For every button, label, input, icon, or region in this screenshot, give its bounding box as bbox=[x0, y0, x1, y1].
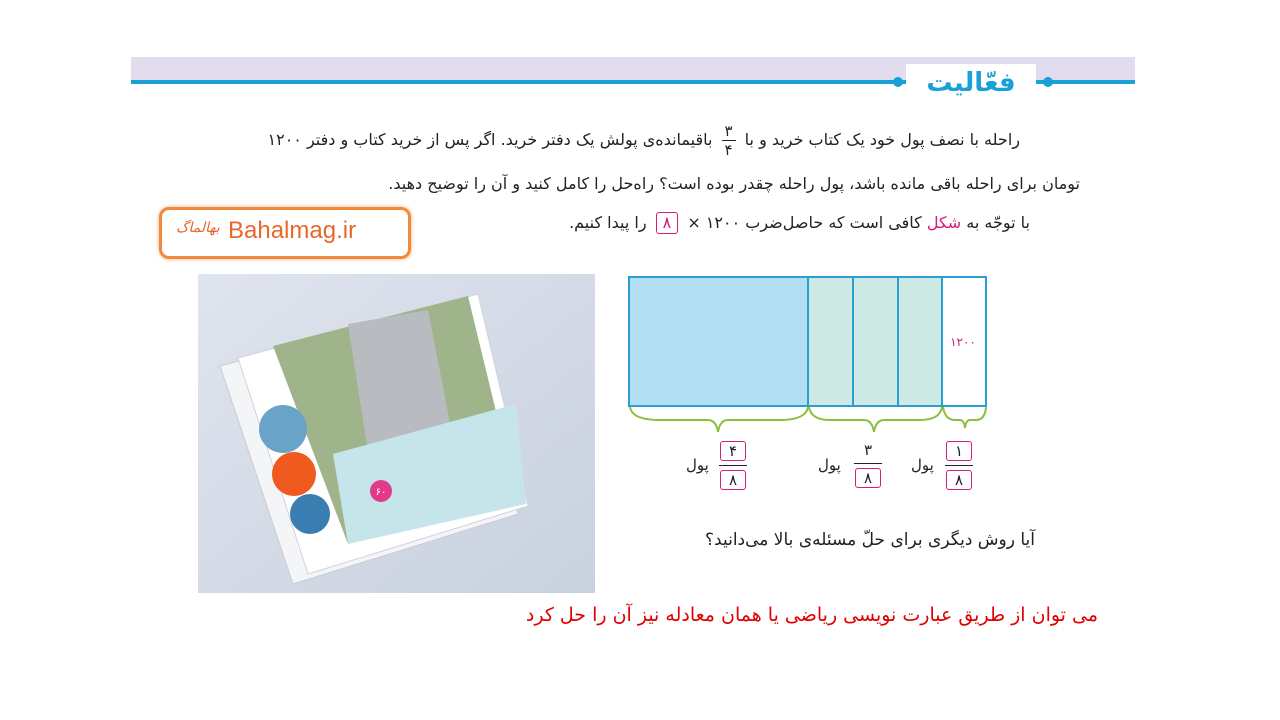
label-3-den: ۸ bbox=[946, 470, 972, 490]
book-photo bbox=[198, 274, 595, 593]
answer-text: می توان از طریق عبارت نویسی ریاضی یا همان معادله نیز آن را حل کرد bbox=[525, 604, 1098, 626]
label-fraction-3 bbox=[945, 441, 973, 490]
fraction-three-quarters bbox=[722, 124, 736, 157]
brace-three-eighths bbox=[809, 407, 942, 432]
eighth-block-2 bbox=[853, 277, 898, 406]
problem-line-3 bbox=[569, 212, 1030, 234]
logo-sub: بهالماگ bbox=[176, 220, 220, 236]
label-unit-1: پول bbox=[686, 456, 709, 474]
eighth-block-1 bbox=[808, 277, 853, 406]
label-unit-2: پول bbox=[818, 456, 841, 474]
brace-half bbox=[630, 407, 808, 432]
brace-one-eighth bbox=[943, 407, 986, 428]
line3-highlight: شکل bbox=[926, 213, 962, 232]
label-2-num: ۳ bbox=[863, 441, 873, 459]
fraction-denominator: ۴ bbox=[724, 141, 733, 159]
problem-line-2: تومان برای راحله باقی مانده باشد، پول راحله چقدر بوده است؟ راه‌حل را کامل کنید و آن را توضیح دهید. bbox=[388, 174, 1080, 193]
line3-box: ۸ bbox=[656, 212, 679, 234]
eighth-block-3 bbox=[898, 277, 942, 406]
label-fraction-2 bbox=[854, 441, 882, 488]
fraction-numerator: ۳ bbox=[724, 122, 733, 140]
half-block bbox=[629, 277, 808, 406]
label-1-num: ۴ bbox=[720, 441, 746, 461]
header-dot-right bbox=[1043, 77, 1053, 87]
label-1-den: ۸ bbox=[720, 470, 746, 490]
problem-line-1b: باقیمانده‌ی پولش یک دفتر خرید. اگر پس از خرید کتاب و دفتر ۱۲۰۰ bbox=[267, 130, 713, 149]
logo-text: Bahalmag.ir bbox=[228, 217, 357, 244]
problem-line-1a: راحله با نصف پول خود یک کتاب خرید و با bbox=[744, 130, 1020, 149]
problem-line-1 bbox=[268, 124, 1021, 157]
photo-badge: ۶۰ bbox=[375, 487, 387, 498]
line3-c: را پیدا کنیم. bbox=[569, 213, 647, 232]
label-fraction-1 bbox=[719, 441, 747, 490]
remaining-value: ۱۲۰۰ bbox=[950, 335, 976, 349]
label-2-den: ۸ bbox=[855, 468, 881, 488]
activity-title: فعّالیت bbox=[926, 68, 1016, 98]
label-unit-3: پول bbox=[911, 456, 934, 474]
question-text: آیا روش دیگری برای حلّ مسئله‌ی بالا می‌دانید؟ bbox=[705, 530, 1035, 550]
line3-a: با توجّه به bbox=[966, 213, 1030, 232]
line3-b: کافی است که حاصل‌ضرب ۱۲۰۰ × bbox=[687, 213, 922, 232]
fraction-diagram bbox=[620, 270, 1000, 520]
label-3-num: ۱ bbox=[946, 441, 972, 461]
header-dot-left bbox=[893, 77, 903, 87]
